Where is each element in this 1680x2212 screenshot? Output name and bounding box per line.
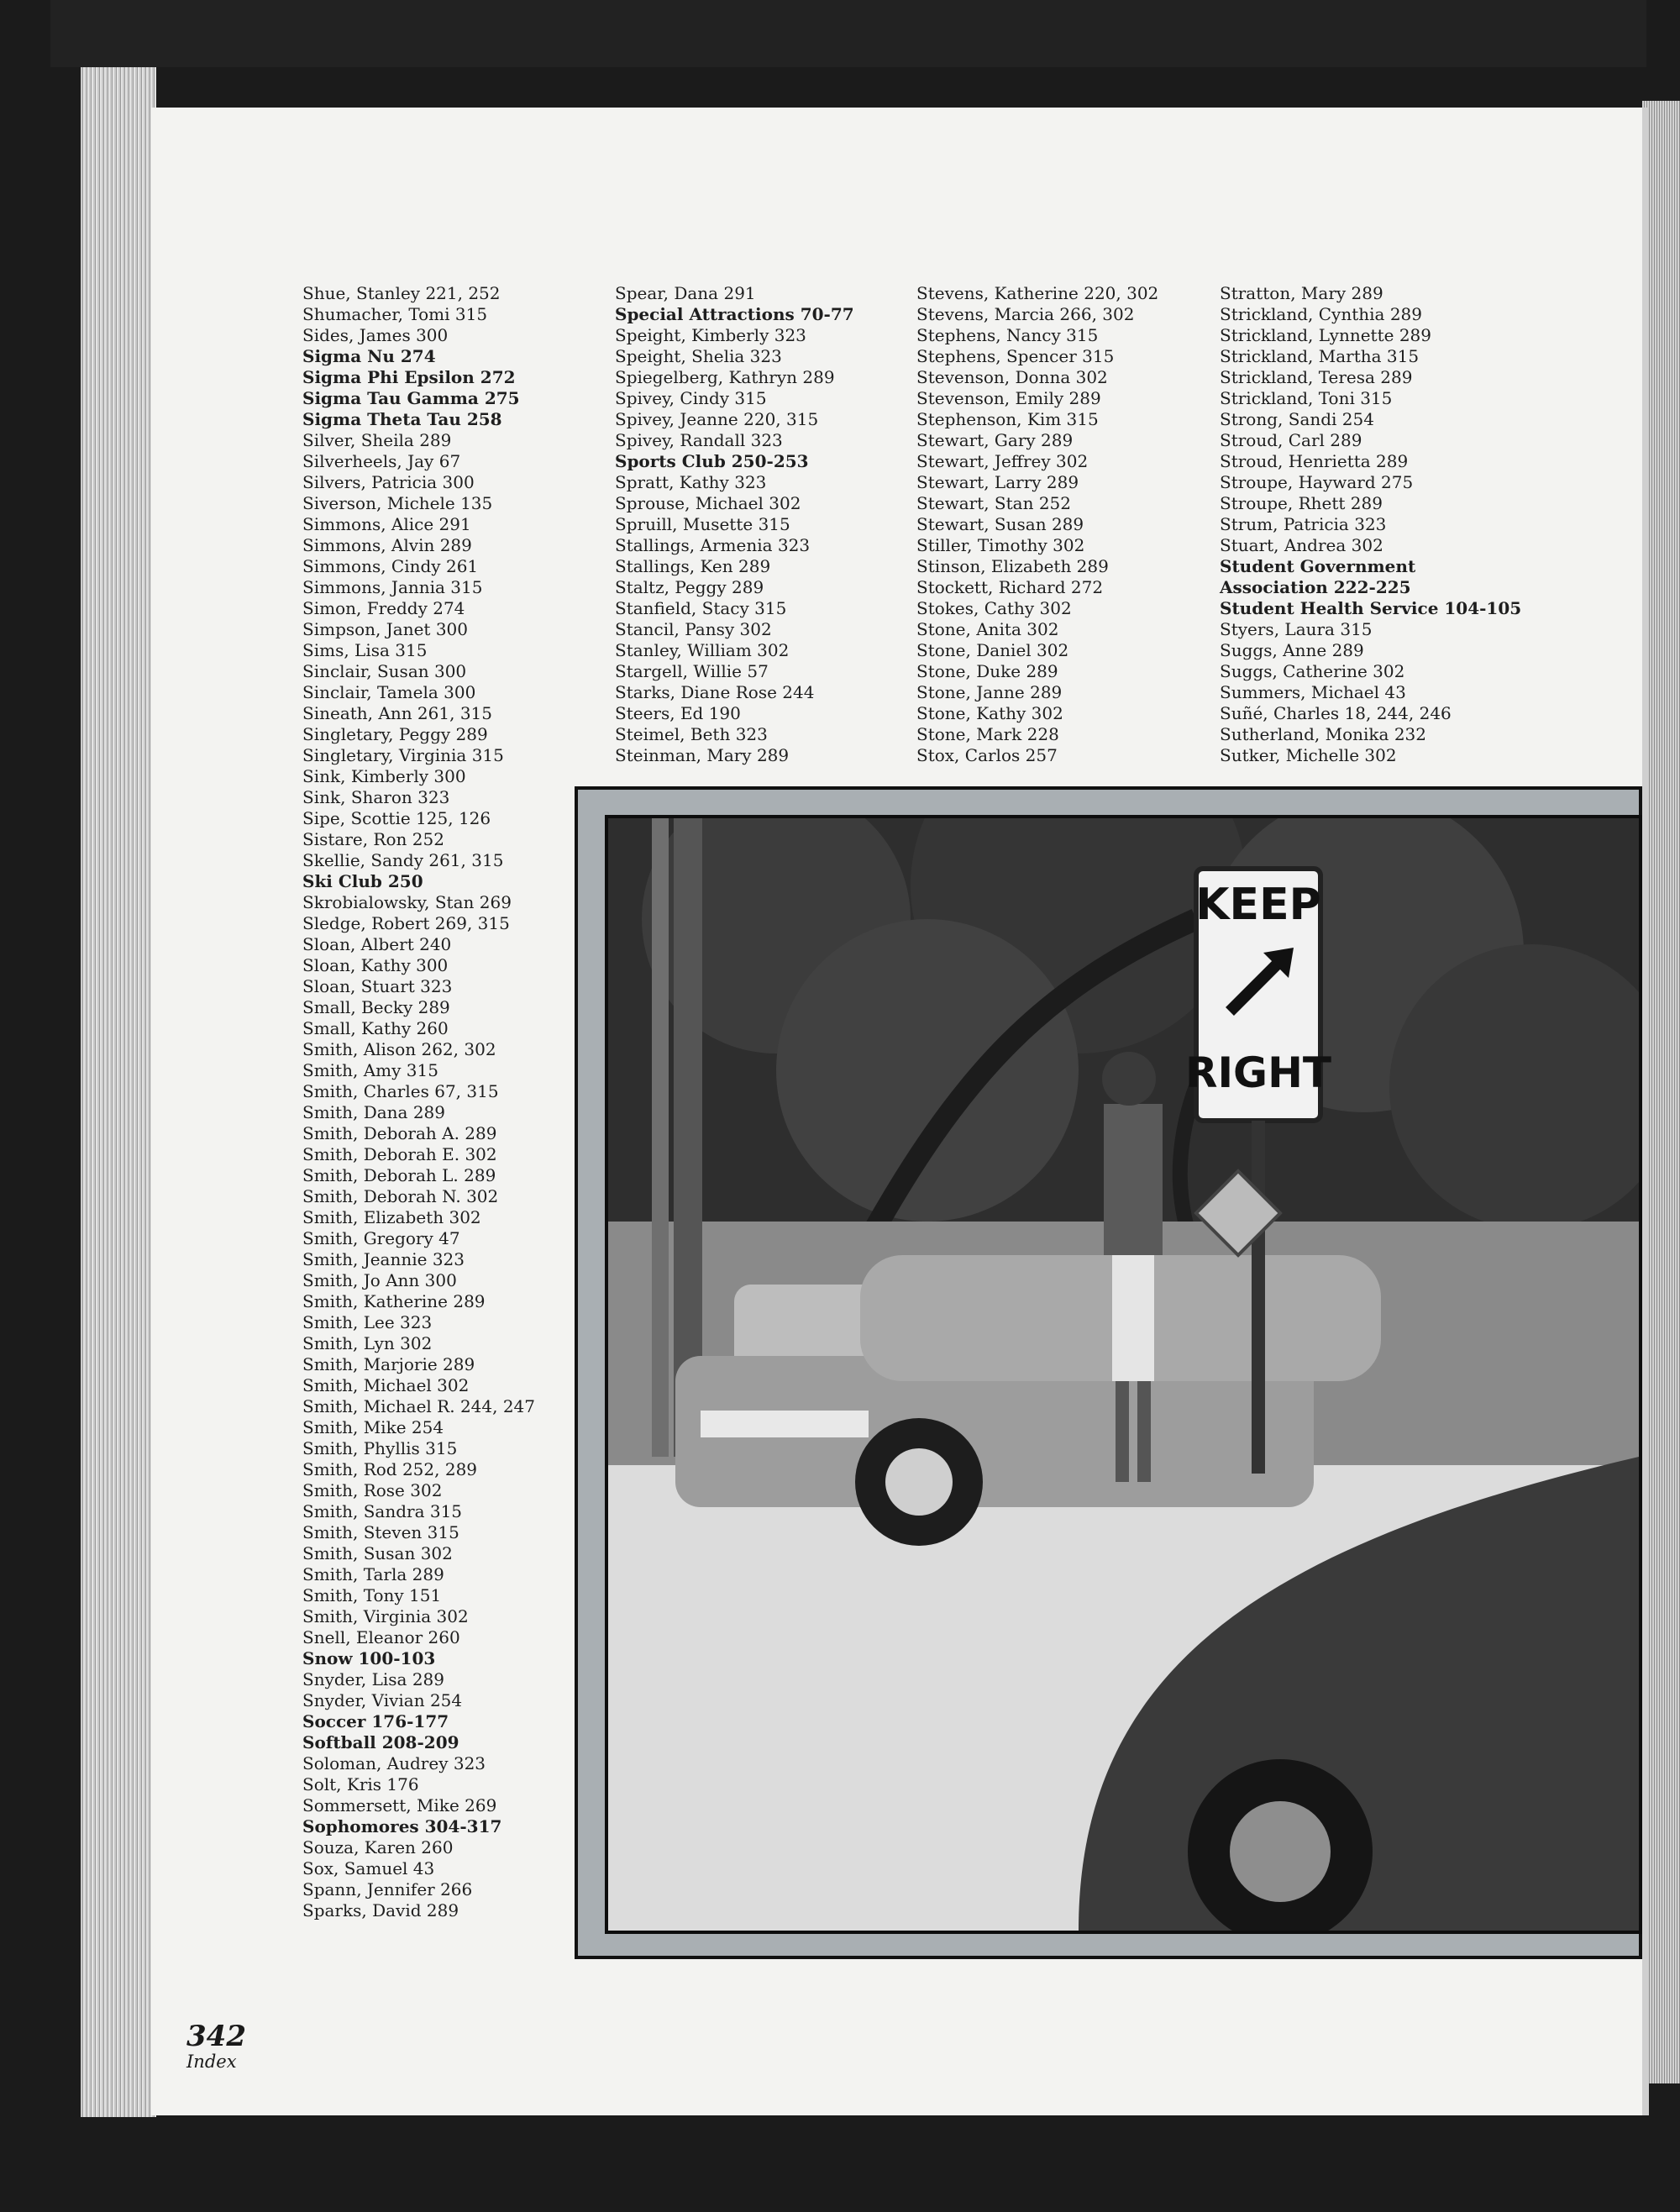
index-entry: Steinman, Mary 289 xyxy=(615,745,790,765)
index-entry: Stinson, Elizabeth 289 xyxy=(916,556,1109,576)
index-entry: Simpson, Janet 300 xyxy=(302,619,468,639)
index-entry: Steers, Ed 190 xyxy=(615,703,741,723)
index-entry: Sutherland, Monika 232 xyxy=(1220,724,1426,744)
index-entry: Stanfield, Stacy 315 xyxy=(615,598,787,618)
index-entry: Stiller, Timothy 302 xyxy=(916,535,1085,555)
index-entry: Stevens, Katherine 220, 302 xyxy=(916,283,1159,303)
index-entry: Summers, Michael 43 xyxy=(1220,682,1406,702)
index-entry: Stancil, Pansy 302 xyxy=(615,619,772,639)
index-entry: Smith, Steven 315 xyxy=(302,1522,459,1542)
index-entry: Sineath, Ann 261, 315 xyxy=(302,703,492,723)
index-entry: Smith, Deborah L. 289 xyxy=(302,1165,496,1185)
index-entry: Stanley, William 302 xyxy=(615,640,790,660)
index-entry: Soloman, Audrey 323 xyxy=(302,1753,486,1773)
index-entry: Simmons, Alice 291 xyxy=(302,514,471,534)
index-heading: Softball 208-209 xyxy=(302,1732,459,1752)
index-entry: Stroupe, Hayward 275 xyxy=(1220,472,1414,492)
index-heading: Sigma Theta Tau 258 xyxy=(302,409,502,429)
index-entry: Snell, Eleanor 260 xyxy=(302,1627,460,1647)
index-entry: Stratton, Mary 289 xyxy=(1220,283,1383,303)
index-entry: Small, Kathy 260 xyxy=(302,1018,449,1038)
index-entry: Speight, Kimberly 323 xyxy=(615,325,806,345)
index-entry: Sloan, Albert 240 xyxy=(302,934,452,954)
sign-text-right: RIGHT xyxy=(1184,1048,1332,1097)
index-entry: Stephenson, Kim 315 xyxy=(916,409,1099,429)
index-entry: Simon, Freddy 274 xyxy=(302,598,465,618)
index-entry: Simmons, Alvin 289 xyxy=(302,535,472,555)
index-entry: Silvers, Patricia 300 xyxy=(302,472,475,492)
index-entry: Smith, Dana 289 xyxy=(302,1102,445,1122)
index-entry: Spivey, Randall 323 xyxy=(615,430,783,450)
index-entry: Smith, Marjorie 289 xyxy=(302,1354,475,1374)
index-entry: Stone, Mark 228 xyxy=(916,724,1059,744)
book-page-edges-left xyxy=(81,67,156,2117)
index-entry: Spratt, Kathy 323 xyxy=(615,472,767,492)
index-entry: Smith, Jeannie 323 xyxy=(302,1249,465,1269)
index-entry: Sinclair, Tamela 300 xyxy=(302,682,476,702)
index-entry: Sloan, Kathy 300 xyxy=(302,955,449,975)
index-entry: Styers, Laura 315 xyxy=(1220,619,1373,639)
index-entry: Smith, Rose 302 xyxy=(302,1480,443,1500)
index-heading: Sigma Tau Gamma 275 xyxy=(302,388,520,408)
index-entry: Silver, Sheila 289 xyxy=(302,430,452,450)
index-entry: Smith, Tarla 289 xyxy=(302,1564,444,1584)
index-entry: Smith, Rod 252, 289 xyxy=(302,1459,478,1479)
index-entry: Spivey, Cindy 315 xyxy=(615,388,767,408)
index-heading: Sophomores 304-317 xyxy=(302,1816,502,1836)
index-column-4 xyxy=(1220,283,1522,766)
index-entry: Singletary, Peggy 289 xyxy=(302,724,488,744)
index-entry: Sox, Samuel 43 xyxy=(302,1858,435,1878)
index-entry: Sink, Kimberly 300 xyxy=(302,766,466,786)
index-entry: Solt, Kris 176 xyxy=(302,1774,419,1794)
index-heading: Sports Club 250-253 xyxy=(615,451,809,471)
index-entry: Strickland, Toni 315 xyxy=(1220,388,1393,408)
book-gutter xyxy=(1642,108,1649,2115)
index-entry: Smith, Sandra 315 xyxy=(302,1501,463,1521)
index-entry: Smith, Deborah N. 302 xyxy=(302,1186,499,1206)
index-entry: Smith, Alison 262, 302 xyxy=(302,1039,496,1059)
index-entry: Stone, Kathy 302 xyxy=(916,703,1063,723)
index-heading: Student Health Service 104-105 xyxy=(1220,598,1522,618)
index-entry: Smith, Amy 315 xyxy=(302,1060,438,1080)
index-entry: Smith, Charles 67, 315 xyxy=(302,1081,499,1101)
index-entry: Sommersett, Mike 269 xyxy=(302,1795,497,1815)
index-entry: Stewart, Gary 289 xyxy=(916,430,1074,450)
index-entry: Silverheels, Jay 67 xyxy=(302,451,461,471)
index-entry: Strickland, Lynnette 289 xyxy=(1220,325,1432,345)
index-entry: Stokes, Cathy 302 xyxy=(916,598,1072,618)
index-entry: Stone, Duke 289 xyxy=(916,661,1058,681)
index-heading: Sigma Phi Epsilon 272 xyxy=(302,367,516,387)
index-entry: Smith, Katherine 289 xyxy=(302,1291,486,1311)
index-entry: Stewart, Susan 289 xyxy=(916,514,1084,534)
index-entry: Stone, Janne 289 xyxy=(916,682,1063,702)
index-entry: Simmons, Cindy 261 xyxy=(302,556,479,576)
index-entry: Spruill, Musette 315 xyxy=(615,514,790,534)
index-entry: Shue, Stanley 221, 252 xyxy=(302,283,501,303)
index-entry: Steimel, Beth 323 xyxy=(615,724,768,744)
index-entry: Smith, Susan 302 xyxy=(302,1543,453,1563)
index-entry: Smith, Tony 151 xyxy=(302,1585,442,1605)
page-number: 342 xyxy=(186,2020,246,2053)
index-entry: Stevenson, Emily 289 xyxy=(916,388,1101,408)
index-entry: Smith, Elizabeth 302 xyxy=(302,1207,481,1227)
index-entry: Sprouse, Michael 302 xyxy=(615,493,801,513)
index-entry: Spiegelberg, Kathryn 289 xyxy=(615,367,835,387)
street-scene xyxy=(608,818,1639,1931)
index-entry: Sinclair, Susan 300 xyxy=(302,661,467,681)
index-entry: Suggs, Catherine 302 xyxy=(1220,661,1405,681)
index-entry: Stroud, Henrietta 289 xyxy=(1220,451,1409,471)
index-heading: Student Government xyxy=(1220,556,1416,576)
index-entry: Staltz, Peggy 289 xyxy=(615,577,764,597)
index-entry: Smith, Michael R. 244, 247 xyxy=(302,1396,536,1416)
index-entry: Smith, Virginia 302 xyxy=(302,1606,469,1626)
index-entry: Singletary, Virginia 315 xyxy=(302,745,504,765)
index-entry: Sparks, David 289 xyxy=(302,1900,459,1920)
index-heading: Association 222-225 xyxy=(1220,577,1411,597)
index-entry: Snyder, Vivian 254 xyxy=(302,1690,463,1710)
index-entry: Smith, Deborah E. 302 xyxy=(302,1144,497,1164)
index-column-2 xyxy=(615,283,909,766)
index-entry: Strum, Patricia 323 xyxy=(1220,514,1387,534)
index-entry: Smith, Phyllis 315 xyxy=(302,1438,458,1458)
index-entry: Small, Becky 289 xyxy=(302,997,450,1017)
index-entry: Stallings, Armenia 323 xyxy=(615,535,811,555)
index-entry: Strickland, Cynthia 289 xyxy=(1220,304,1422,324)
index-entry: Stuart, Andrea 302 xyxy=(1220,535,1383,555)
index-entry: Sistare, Ron 252 xyxy=(302,829,444,849)
index-entry: Skrobialowsky, Stan 269 xyxy=(302,892,512,912)
index-entry: Smith, Gregory 47 xyxy=(302,1228,460,1248)
index-entry: Stockett, Richard 272 xyxy=(916,577,1104,597)
index-entry: Stephens, Spencer 315 xyxy=(916,346,1115,366)
index-heading: Soccer 176-177 xyxy=(302,1711,449,1731)
index-entry: Snyder, Lisa 289 xyxy=(302,1669,444,1689)
index-entry: Spivey, Jeanne 220, 315 xyxy=(615,409,819,429)
index-entry: Stargell, Willie 57 xyxy=(615,661,769,681)
index-entry: Stevenson, Donna 302 xyxy=(916,367,1108,387)
index-entry: Sutker, Michelle 302 xyxy=(1220,745,1397,765)
index-entry: Sink, Sharon 323 xyxy=(302,787,450,807)
index-entry: Shumacher, Tomi 315 xyxy=(302,304,488,324)
index-heading: Special Attractions 70-77 xyxy=(615,304,854,324)
index-entry: Strickland, Teresa 289 xyxy=(1220,367,1413,387)
index-entry: Stone, Daniel 302 xyxy=(916,640,1069,660)
index-entry: Siverson, Michele 135 xyxy=(302,493,493,513)
index-entry: Suggs, Anne 289 xyxy=(1220,640,1364,660)
section-label: Index xyxy=(186,2052,237,2072)
index-entry: Speight, Shelia 323 xyxy=(615,346,782,366)
index-entry: Souza, Karen 260 xyxy=(302,1837,454,1857)
index-entry: Smith, Mike 254 xyxy=(302,1417,444,1437)
index-entry: Spann, Jennifer 266 xyxy=(302,1879,473,1899)
index-entry: Smith, Lyn 302 xyxy=(302,1333,433,1353)
index-entry: Smith, Jo Ann 300 xyxy=(302,1270,457,1290)
index-entry: Suñé, Charles 18, 244, 246 xyxy=(1220,703,1452,723)
index-entry: Spear, Dana 291 xyxy=(615,283,756,303)
index-heading: Ski Club 250 xyxy=(302,871,423,891)
index-entry: Smith, Michael 302 xyxy=(302,1375,470,1395)
scan-background xyxy=(50,0,1646,67)
index-entry: Smith, Deborah A. 289 xyxy=(302,1123,497,1143)
index-entry: Strong, Sandi 254 xyxy=(1220,409,1374,429)
index-heading: Snow 100-103 xyxy=(302,1648,436,1668)
index-entry: Sloan, Stuart 323 xyxy=(302,976,453,996)
index-entry: Stevens, Marcia 266, 302 xyxy=(916,304,1135,324)
index-column-1 xyxy=(302,283,596,1921)
sign-text-keep: KEEP xyxy=(1195,880,1321,930)
index-entry: Smith, Lee 323 xyxy=(302,1312,433,1332)
index-entry: Sledge, Robert 269, 315 xyxy=(302,913,510,933)
index-column-3 xyxy=(916,283,1210,766)
index-entry: Stallings, Ken 289 xyxy=(615,556,771,576)
index-entry: Stone, Anita 302 xyxy=(916,619,1059,639)
index-entry: Stroud, Carl 289 xyxy=(1220,430,1362,450)
index-entry: Sides, James 300 xyxy=(302,325,449,345)
index-entry: Simmons, Jannia 315 xyxy=(302,577,483,597)
index-entry: Stroupe, Rhett 289 xyxy=(1220,493,1383,513)
street-photo xyxy=(605,815,1642,1934)
index-entry: Stewart, Larry 289 xyxy=(916,472,1079,492)
index-entry: Starks, Diane Rose 244 xyxy=(615,682,815,702)
index-entry: Skellie, Sandy 261, 315 xyxy=(302,850,504,870)
index-entry: Sims, Lisa 315 xyxy=(302,640,428,660)
index-entry: Stewart, Jeffrey 302 xyxy=(916,451,1089,471)
index-entry: Strickland, Martha 315 xyxy=(1220,346,1420,366)
page-folio xyxy=(186,2021,246,2072)
index-entry: Sipe, Scottie 125, 126 xyxy=(302,808,491,828)
index-heading: Sigma Nu 274 xyxy=(302,346,436,366)
index-entry: Stephens, Nancy 315 xyxy=(916,325,1099,345)
index-entry: Stox, Carlos 257 xyxy=(916,745,1058,765)
index-entry: Stewart, Stan 252 xyxy=(916,493,1072,513)
